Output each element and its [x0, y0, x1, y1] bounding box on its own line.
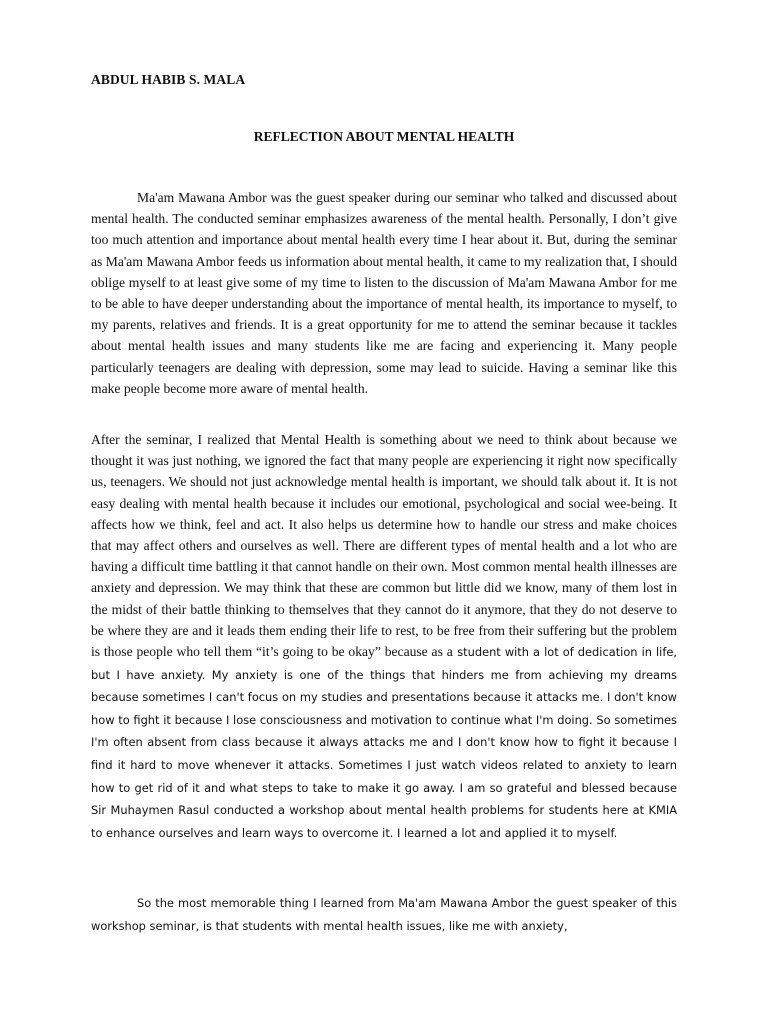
paragraph-3: So the most memorable thing I learned from Ma'am Mawana Ambor the guest speaker of this workshop seminar, is that students with mental health issues, like me with anxiety,	[91, 896, 677, 933]
paragraph-2-sans-part: student with a lot of dedication in life, but I have anxiety. My anxiety is one of the things that hinders me from achieving my dreams because sometimes I can't focus on my studies and presentations because it attacks me. I don't know how to fight it because I lose consciousness and motivation to continue what I'm doing. So sometimes I'm often absent from class because it always attacks me and I don't know how to fight it because I find it hard to move whenever it attacks. Sometimes I just watch videos related to anxiety to learn how to get rid of it and what steps to take to make it go away. I am so grateful and blessed because Sir Muhaymen Rasul conducted a workshop about mental health problems for students here at KMIA to enhance ourselves and learn ways to overcome it. I learned a lot and applied it to myself.	[91, 645, 677, 840]
author-name: ABDUL HABIB S. MALA	[91, 72, 246, 87]
paragraph-2-serif-part: After the seminar, I realized that Mental Health is something about we need to think about because we thought it was just nothing, we ignored the fact that many people are experiencing it right now specifically us, teenagers. We should not just acknowledge mental health is important, we should talk about it. It is not easy dealing with mental health because it includes our emotional, psychological and social wee-being. It affects how we think, feel and act. It also helps us determine how to handle our stress and make choices that may affect others and ourselves as well. There are different types of mental health and a lot who are having a difficult time battling it that cannot handle on their own. Most common mental health illnesses are anxiety and depression. We may think that these are common but little did we know, many of them lost in the midst of their battle thinking to themselves that they cannot do it anymore, that they do not deserve to be where they are and it leads them ending their life to rest, to be free from their suffering but the problem is those people who tell them “it’s going to be okay” because as a	[91, 432, 677, 660]
document-title: REFLECTION ABOUT MENTAL HEALTH	[253, 129, 515, 144]
paragraph-1: Ma'am Mawana Ambor was the guest speaker during our seminar who talked and discussed about mental health. The conducted seminar emphasizes awareness of the mental health. Personally, I don’t give too much attention and importance about mental health every time I hear about it. But, during the seminar as Ma'am Mawana Ambor feeds us information about mental health, it came to my realization that, I should oblige myself to at least give some of my time to listen to the discussion of Ma'am Mawana Ambor for me to be able to have deeper understanding about the importance of mental health, its importance to myself, to my parents, relatives and friends. It is a great opportunity for me to attend the seminar because it tackles about mental health issues and many students like me are facing and experiencing it. Many people particularly teenagers are dealing with depression, some may lead to suicide. Having a seminar like this make people become more aware of mental health.	[91, 190, 677, 396]
paragraph-2	[91, 429, 677, 844]
